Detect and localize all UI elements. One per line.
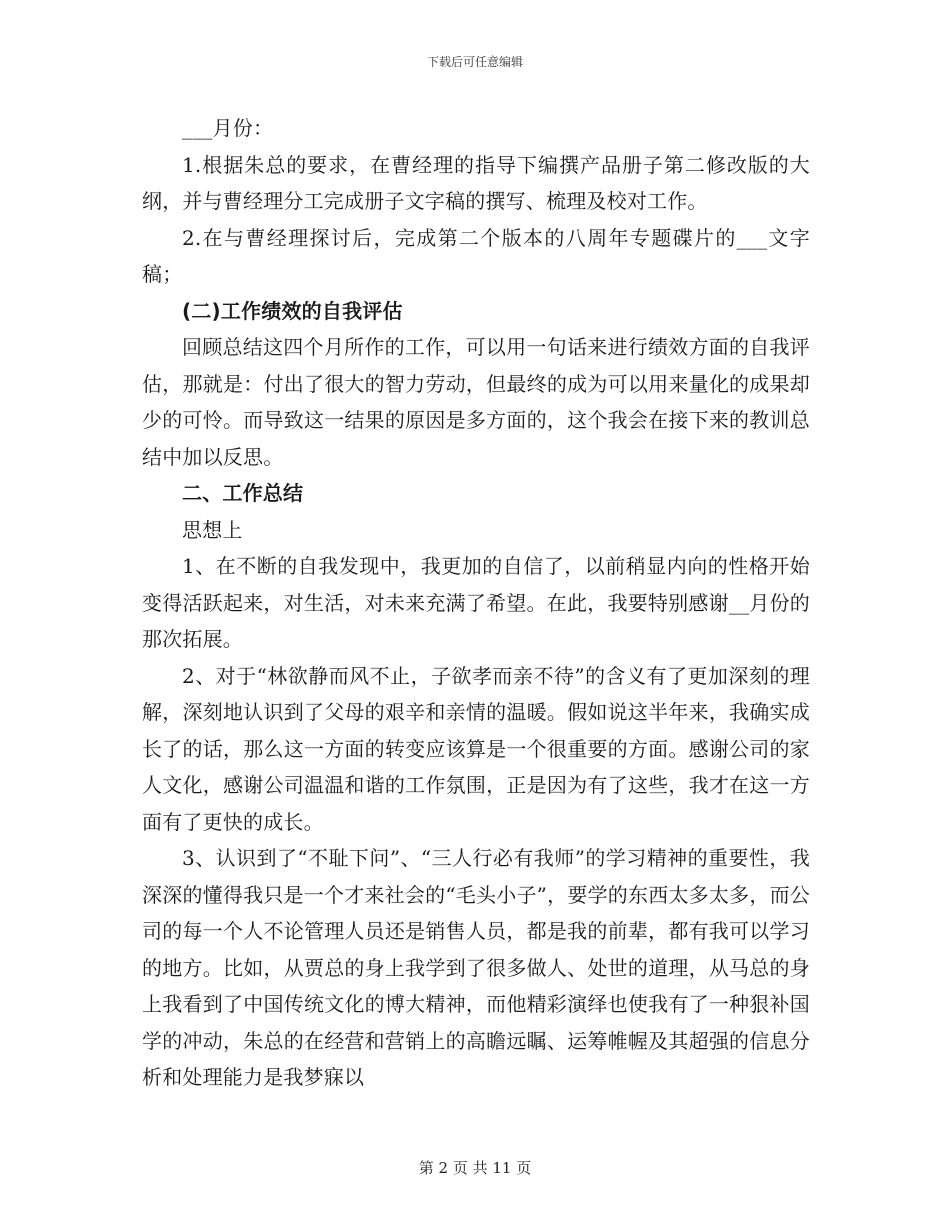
paragraph-item-2: 2.在与曹经理探讨后，完成第二个版本的八周年专题碟片的___文字稿； — [142, 225, 810, 286]
section-heading-work-summary: 二、工作总结 — [182, 481, 304, 505]
paragraph-point-2: 2、对于“林欲静而风不止，子欲孝而亲不待”的含义有了更加深刻的理解，深刻地认识到了父母的艰辛和亲情的温暖。假如说这半年来，我确实成长了的话，那么这一方面的转变应该算是一个很重要的方面。感谢公司的家人文化，感谢公司温温和谐的工作氛围，正是因为有了这些，我才在这一方面有了更快的成长。 — [142, 663, 810, 834]
document-body — [142, 110, 810, 1096]
paragraph-point-3: 3、认识到了“不耻下问”、“三人行必有我师”的学习精神的重要性，我深深的懂得我只是一个才来社会的“毛头小子”，要学的东西太多太多，而公司的每一个人不论管理人员还是销售人员，都是我的前辈，都有我可以学习的地方。比如，从贾总的身上我学到了很多做人、处世的道理，从马总的身上我看到了中国传统文化的博大精神，而他精彩演绎也使我有了一种狠补国学的冲动，朱总的在经营和营销上的高瞻远瞩、运筹帷幄及其超强的信息分析和处理能力是我梦寐以 — [142, 846, 810, 1089]
paragraph-item-1: 1.根据朱总的要求，在曹经理的指导下编撰产品册子第二修改版的大纲，并与曹经理分工完成册子文字稿的撰写、梳理及校对工作。 — [142, 152, 810, 213]
page-number: 第 2 页 共 11 页 — [418, 1159, 532, 1177]
section-heading-self-evaluation: (二)工作绩效的自我评估 — [182, 298, 403, 323]
paragraph-point-1: 1、在不断的自我发现中，我更加的自信了，以前稍显内向的性格开始变得活跃起来，对生活，对未来充满了希望。在此，我要特别感谢__月份的那次拓展。 — [142, 554, 810, 651]
subheading-ideology: 思想上 — [182, 517, 243, 542]
header-note: 下载后可任意编辑 — [426, 55, 523, 69]
paragraph-month: ___月份： — [182, 116, 274, 140]
paragraph-self-evaluation: 回顾总结这四个月所作的工作，可以用一句话来进行绩效方面的自我评估，那就是：付出了很大的智力劳动，但最终的成为可以用来量化的成果却少的可怜。而导致这一结果的原因是多方面的，这个我会在接下来的教训总结中加以反思。 — [142, 335, 810, 469]
